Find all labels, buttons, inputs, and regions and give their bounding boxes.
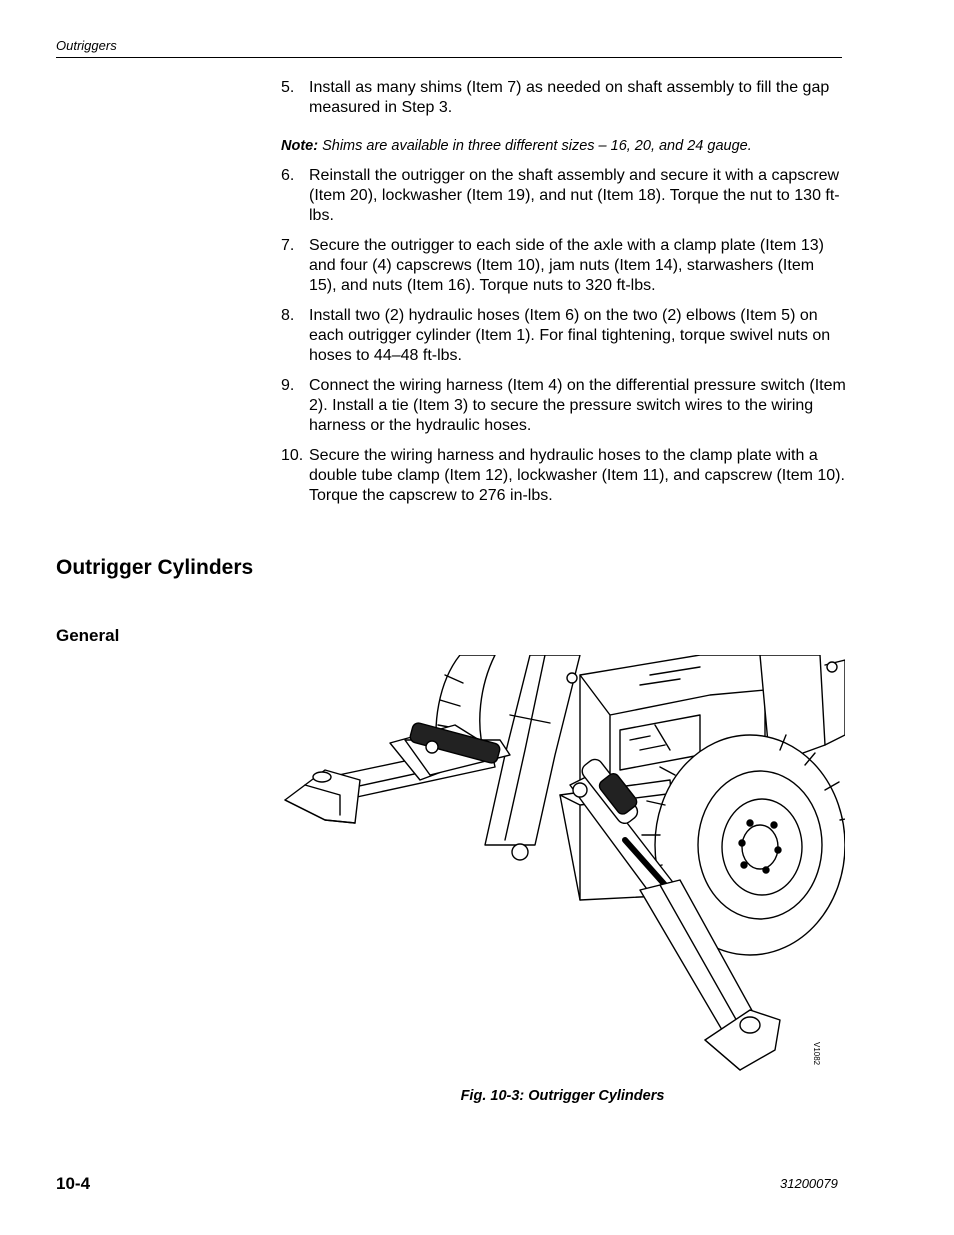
page-number: 10-4 [56, 1174, 91, 1193]
header-divider [56, 57, 842, 58]
step-text: Install as many shims (Item 7) as needed on shaft assembly to fill the gap measured in Step 3. [309, 79, 830, 116]
note-text: Shims are available in three different sizes – 16, 20, and 24 gauge. [318, 138, 752, 154]
step-text: Secure the outrigger to each side of the axle with a clamp plate (Item 13) and four (4) capscrews (Item 10), jam nuts (Item 14), starwashers (Item 15), and nuts (Item 16). Torque nuts to 320 ft-lbs. [309, 237, 824, 294]
step-number: 10. [281, 447, 304, 464]
step-item [281, 166, 846, 226]
document-number: 31200079 [780, 1176, 838, 1191]
step-item [281, 236, 846, 296]
outrigger-cylinders-illustration [280, 655, 845, 1075]
procedure-steps [281, 78, 846, 516]
step-number: 6. [281, 167, 295, 184]
step-number: 7. [281, 237, 295, 254]
note-label: Note: [281, 138, 319, 154]
figure-id: V1082 [812, 1042, 821, 1066]
step-number: 5. [281, 79, 295, 96]
subsection-title: General [56, 626, 120, 645]
step-text: Connect the wiring harness (Item 4) on the differential pressure switch (Item 2). Install a tie (Item 3) to secure the pressure switch wires to the wiring harness or the hydraulic hoses. [309, 377, 846, 434]
step-item [281, 306, 846, 366]
running-header: Outriggers [56, 38, 117, 53]
step-item [281, 78, 846, 118]
note [281, 136, 846, 156]
step-number: 8. [281, 307, 295, 324]
step-number: 9. [281, 377, 295, 394]
step-item [281, 446, 846, 506]
step-item [281, 376, 846, 436]
figure-caption: Fig. 10-3: Outrigger Cylinders [460, 1088, 665, 1104]
section-title: Outrigger Cylinders [56, 556, 254, 579]
step-text: Secure the wiring harness and hydraulic hoses to the clamp plate with a double tube clamp (Item 12), lockwasher (Item 11), and capscrew (Item 10). Torque the capscrew to 276 in-lbs. [309, 447, 845, 504]
step-text: Reinstall the outrigger on the shaft assembly and secure it with a capscrew (Item 20), lockwasher (Item 19), and nut (Item 18). Torque the nut to 130 ft-lbs. [309, 167, 840, 224]
step-text: Install two (2) hydraulic hoses (Item 6) on the two (2) elbows (Item 5) on each outrigger cylinder (Item 1). For final tightening, torque swivel nuts on hoses to 44–48 ft-lbs. [309, 307, 831, 364]
left-foot-pad [285, 770, 360, 823]
